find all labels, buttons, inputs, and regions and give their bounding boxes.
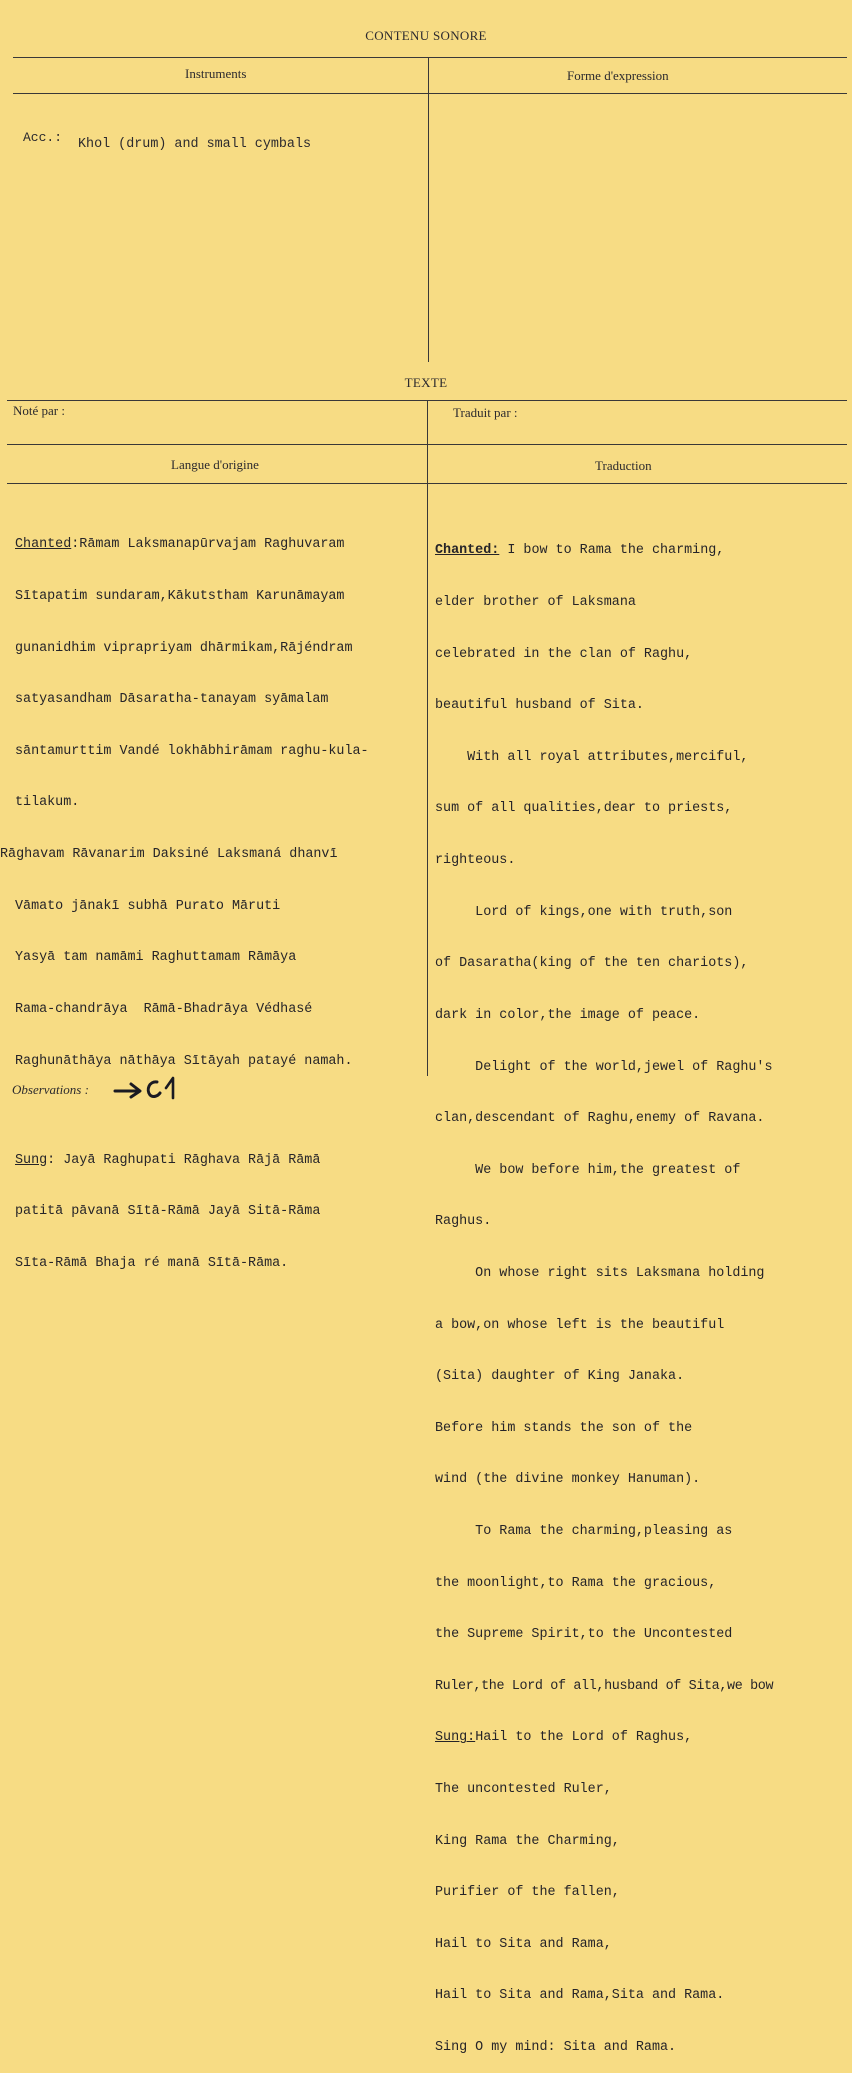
original-line: :Rāmam Laksmanapūrvajam Raghuvaram: [71, 537, 345, 553]
column-divider: [428, 57, 429, 362]
original-line: satyasandham Dāsaratha-tanayam syāmalam: [15, 692, 329, 708]
translation-line: Delight of the world,jewel of Raghu's: [435, 1059, 773, 1075]
translation-line: elder brother of Laksmana: [435, 595, 636, 611]
col-traduction-header: Traduction: [595, 458, 652, 473]
contenu-sonore-title: CONTENU SONORE: [365, 28, 487, 43]
translation-line: I bow to Rama the charming,: [499, 543, 725, 559]
original-text-block: [0, 502, 369, 1289]
translation-line: Hail to Sita and Rama,Sita and Rama.: [435, 1988, 725, 2004]
acc-text: Khol (drum) and small cymbals: [78, 137, 312, 152]
translation-line: wind (the divine monkey Hanuman).: [435, 1472, 701, 1488]
translation-line: With all royal attributes,merciful,: [435, 749, 749, 765]
translation-line: of Dasaratha(king of the ten chariots),: [435, 956, 749, 972]
translation-text-block: [435, 508, 773, 2073]
translation-line: the moonlight,to Rama the gracious,: [435, 1575, 717, 1591]
translation-line: The uncontested Ruler,: [435, 1782, 612, 1798]
sung-label: Sung:: [435, 1730, 476, 1746]
translation-line: righteous.: [435, 853, 516, 869]
translation-line: clan,descendant of Raghu,enemy of Ravana.: [435, 1111, 765, 1127]
translation-line: Sing O my mind: Sita and Rama.: [435, 2040, 677, 2056]
divider: [13, 57, 847, 58]
translation-line: Before him stands the son of the: [435, 1420, 693, 1436]
original-line: Vāmato jānakī subhā Purato Māruti: [15, 898, 281, 914]
divider: [7, 483, 847, 484]
chanted-label: Chanted:: [435, 543, 500, 559]
translation-line: King Rama the Charming,: [435, 1833, 620, 1849]
translation-line: On whose right sits Laksmana holding: [435, 1265, 765, 1281]
sung-label: Sung: [15, 1152, 48, 1168]
original-line: Sītapatim sundaram,Kākutstham Karunāmayam: [15, 589, 345, 605]
traduit-par-label: Traduit par :: [453, 405, 518, 420]
texte-title: TEXTE: [404, 375, 448, 390]
acc-label: Acc.:: [23, 130, 63, 145]
handwritten-arrow-mark: [113, 1074, 183, 1104]
translation-line: Hail to the Lord of Raghus,: [475, 1730, 693, 1746]
original-line: gunanidhim viprapriyam dhārmikam,Rājéndram: [15, 640, 353, 656]
observations-label: Observations :: [12, 1082, 89, 1097]
translation-line: Purifier of the fallen,: [435, 1885, 620, 1901]
translation-line: the Supreme Spirit,to the Uncontested: [435, 1627, 733, 1643]
translation-line: We bow before him,the greatest of: [435, 1162, 741, 1178]
original-line: : Jayā Raghupati Rāghava Rājā Rāmā: [47, 1152, 321, 1168]
original-line: Rāghavam Rāvanarim Daksiné Laksmaná dhanvī: [0, 847, 338, 863]
chanted-label: Chanted: [15, 537, 72, 553]
original-line: sāntamurttim Vandé lokhābhirāmam raghu-kula-: [15, 743, 369, 759]
column-divider: [427, 400, 428, 1076]
translation-line: a bow,on whose left is the beautiful: [435, 1317, 725, 1333]
translation-line: beautiful husband of Sita.: [435, 698, 644, 714]
translation-line: sum of all qualities,dear to priests,: [435, 801, 733, 817]
translation-line: Raghus.: [435, 1214, 492, 1230]
col-forme-header: Forme d'expression: [567, 68, 669, 83]
original-line: Raghunāthāya nāthāya Sītāyah patayé namah.: [15, 1053, 353, 1069]
translation-line: dark in color,the image of peace.: [435, 1007, 701, 1023]
translation-line: Lord of kings,one with truth,son: [435, 904, 733, 920]
original-line: Rama-chandrāya Rāmā-Bhadrāya Védhasé: [15, 1001, 313, 1017]
original-line: tilakum.: [15, 795, 80, 811]
note-par-label: Noté par :: [13, 403, 65, 418]
translation-line: celebrated in the clan of Raghu,: [435, 646, 693, 662]
translation-line: (Sita) daughter of King Janaka.: [435, 1369, 685, 1385]
original-line: Yasyā tam namāmi Raghuttamam Rāmāya: [15, 950, 297, 966]
original-line: patitā pāvanā Sītā-Rāmā Jayā Sitā-Rāma: [15, 1204, 321, 1220]
original-line: Sīta-Rāmā Bhaja ré manā Sītā-Rāma.: [15, 1255, 289, 1271]
translation-line: To Rama the charming,pleasing as: [435, 1523, 733, 1539]
col-langue-header: Langue d'origine: [171, 457, 259, 472]
col-instruments-header: Instruments: [185, 66, 247, 81]
translation-line: Ruler,the Lord of all,husband of Sita,we bow: [435, 1678, 774, 1694]
translation-line: Hail to Sita and Rama,: [435, 1936, 612, 1952]
divider: [13, 93, 847, 94]
divider: [7, 444, 847, 445]
